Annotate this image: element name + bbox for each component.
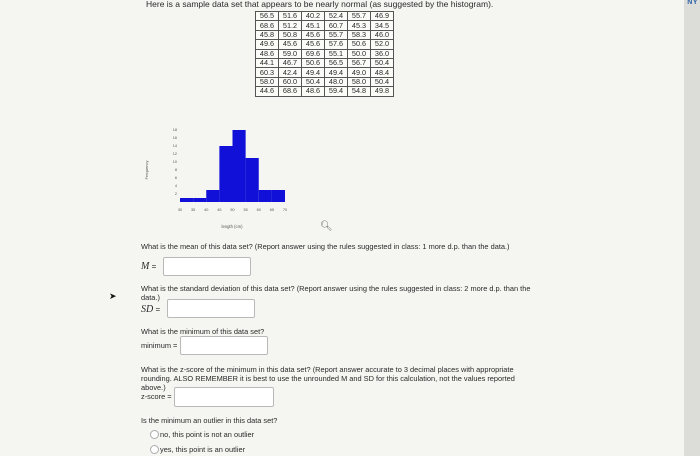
y-tick-label: 2: [174, 192, 177, 197]
table-cell: 46.9: [371, 12, 394, 21]
table-cell: 46.7: [279, 58, 302, 67]
x-tick-label: 40: [204, 208, 209, 212]
table-cell: 49.8: [371, 87, 394, 96]
table-cell: 56.7: [348, 58, 371, 67]
table-cell: 54.8: [348, 87, 371, 96]
x-ticks: [178, 208, 287, 212]
corner-tag: NY: [687, 0, 698, 6]
mean-question: What is the mean of this data set? (Report answer using the rules suggested in class: 1 more d.p. than the data.): [141, 242, 510, 251]
table-cell: 36.0: [371, 49, 394, 58]
x-tick-label: 65: [269, 208, 274, 212]
table-cell: 50.6: [302, 58, 325, 67]
y-tick-label: 16: [172, 136, 177, 141]
outlier-no-radio[interactable]: [150, 430, 159, 439]
x-axis-label: length (cm): [221, 224, 243, 229]
x-tick-label: 50: [230, 208, 235, 212]
table-cell: 55.7: [325, 30, 348, 39]
table-cell: 57.6: [325, 40, 348, 49]
table-cell: 45.6: [302, 30, 325, 39]
table-cell: 45.6: [302, 40, 325, 49]
histogram-bar: [180, 198, 193, 202]
table-cell: 48.4: [371, 68, 394, 77]
table-cell: 50.4: [371, 77, 394, 86]
y-tick-label: 6: [174, 176, 177, 181]
table-cell: 40.2: [302, 12, 325, 21]
outlier-no-label[interactable]: no, this point is not an outlier: [160, 430, 255, 439]
outlier-yes-label[interactable]: yes, this point is an outlier: [160, 445, 246, 454]
histogram-chart: [140, 120, 300, 229]
table-row: [256, 21, 394, 30]
y-tick-label: 8: [174, 168, 177, 173]
x-tick-label: 30: [177, 208, 183, 212]
mean-label: M =: [141, 261, 157, 272]
table-cell: 60.3: [256, 68, 279, 77]
table-cell: 42.4: [279, 68, 302, 77]
x-tick-label: 45: [217, 208, 222, 212]
table-row: [256, 12, 394, 21]
table-row: [256, 58, 394, 67]
zscore-label: z-score =: [141, 392, 172, 401]
table-cell: 58.3: [348, 30, 371, 39]
table-cell: 55.1: [325, 49, 348, 58]
table-cell: 44.6: [256, 87, 279, 96]
table-cell: 59.0: [279, 49, 302, 58]
sd-question: What is the standard deviation of this data set? (Report answer using the rules suggested in class: 2 more d.p. than the data.): [141, 284, 531, 302]
table-row: [256, 30, 394, 39]
table-cell: 69.6: [302, 49, 325, 58]
intro-text: Here is a sample data set that appears to be nearly normal (as suggested by the histogram).: [146, 0, 494, 9]
table-cell: 60.7: [325, 21, 348, 30]
table-cell: 55.7: [348, 12, 371, 21]
table-row: [256, 49, 394, 58]
y-tick-label: 4: [174, 184, 177, 189]
histogram-bars: [180, 130, 285, 202]
table-cell: 51.2: [279, 21, 302, 30]
histogram-bar: [233, 130, 246, 202]
table-cell: 58.0: [348, 77, 371, 86]
table-cell: 45.6: [279, 40, 302, 49]
table-cell: 48.6: [302, 87, 325, 96]
histogram-bar: [206, 190, 219, 202]
x-tick-label: 60: [256, 208, 261, 212]
table-cell: 51.6: [279, 12, 302, 21]
mouse-cursor: ➤: [109, 291, 117, 301]
histogram-bar: [259, 190, 272, 202]
table-cell: 45.1: [302, 21, 325, 30]
zscore-question: What is the z-score of the minimum in this data set? (Report answer accurate to 3 decimal places with appropriate rounding. ALSO REMEMBER it is best to use the unrounded M and SD for this calculation, not the values reported above.): [141, 365, 515, 392]
y-tick-label: 12: [172, 152, 177, 157]
table-row: [256, 40, 394, 49]
scrollbar-strip[interactable]: [684, 0, 700, 456]
table-cell: 68.6: [279, 87, 302, 96]
y-axis-label: Frequency: [144, 160, 149, 180]
table-cell: 45.3: [348, 21, 371, 30]
table-cell: 58.0: [256, 77, 279, 86]
table-cell: 59.4: [325, 87, 348, 96]
table-cell: 52.0: [371, 40, 394, 49]
table-row: [256, 68, 394, 77]
x-tick-label: 70: [282, 208, 288, 212]
table-cell: 52.4: [325, 12, 348, 21]
table-cell: 49.0: [348, 68, 371, 77]
table-cell: 60.0: [279, 77, 302, 86]
x-tick-label: 35: [191, 208, 196, 212]
min-label: minimum =: [141, 341, 178, 350]
y-tick-label: 10: [172, 160, 177, 165]
table-row: [256, 87, 394, 96]
histogram-bar: [193, 198, 206, 202]
table-cell: 50.4: [371, 58, 394, 67]
table-cell: 49.4: [325, 68, 348, 77]
histogram-bar: [272, 190, 285, 202]
table-cell: 48.6: [256, 49, 279, 58]
table-cell: 46.0: [371, 30, 394, 39]
min-input[interactable]: [180, 336, 268, 355]
sd-input[interactable]: [167, 299, 255, 318]
table-cell: 50.8: [279, 30, 302, 39]
mean-input[interactable]: [163, 257, 251, 276]
table-cell: 56.5: [325, 58, 348, 67]
y-tick-label: 18: [172, 128, 177, 133]
y-ticks: [173, 128, 177, 196]
outlier-yes-radio[interactable]: [150, 445, 159, 454]
sd-label: SD =: [141, 304, 161, 315]
magnify-icon[interactable]: 🔍︎: [320, 221, 333, 232]
zscore-input[interactable]: [174, 387, 274, 407]
table-row: [256, 77, 394, 86]
table-cell: 49.4: [302, 68, 325, 77]
table-cell: 56.5: [256, 12, 279, 21]
table-cell: 49.6: [256, 40, 279, 49]
table-cell: 68.6: [256, 21, 279, 30]
table-cell: 34.5: [371, 21, 394, 30]
table-cell: 45.8: [256, 30, 279, 39]
table-cell: 48.0: [325, 77, 348, 86]
histogram-bar: [246, 158, 259, 202]
y-tick-label: 14: [172, 144, 177, 149]
outlier-question: Is the minimum an outlier in this data set?: [141, 416, 278, 425]
histogram-bar: [219, 146, 232, 202]
table-cell: 50.6: [348, 40, 371, 49]
min-question: What is the minimum of this data set?: [141, 327, 265, 336]
table-cell: 50.0: [348, 49, 371, 58]
table-cell: 50.4: [302, 77, 325, 86]
x-tick-label: 55: [243, 208, 248, 212]
data-table: [255, 11, 394, 97]
table-cell: 44.1: [256, 58, 279, 67]
